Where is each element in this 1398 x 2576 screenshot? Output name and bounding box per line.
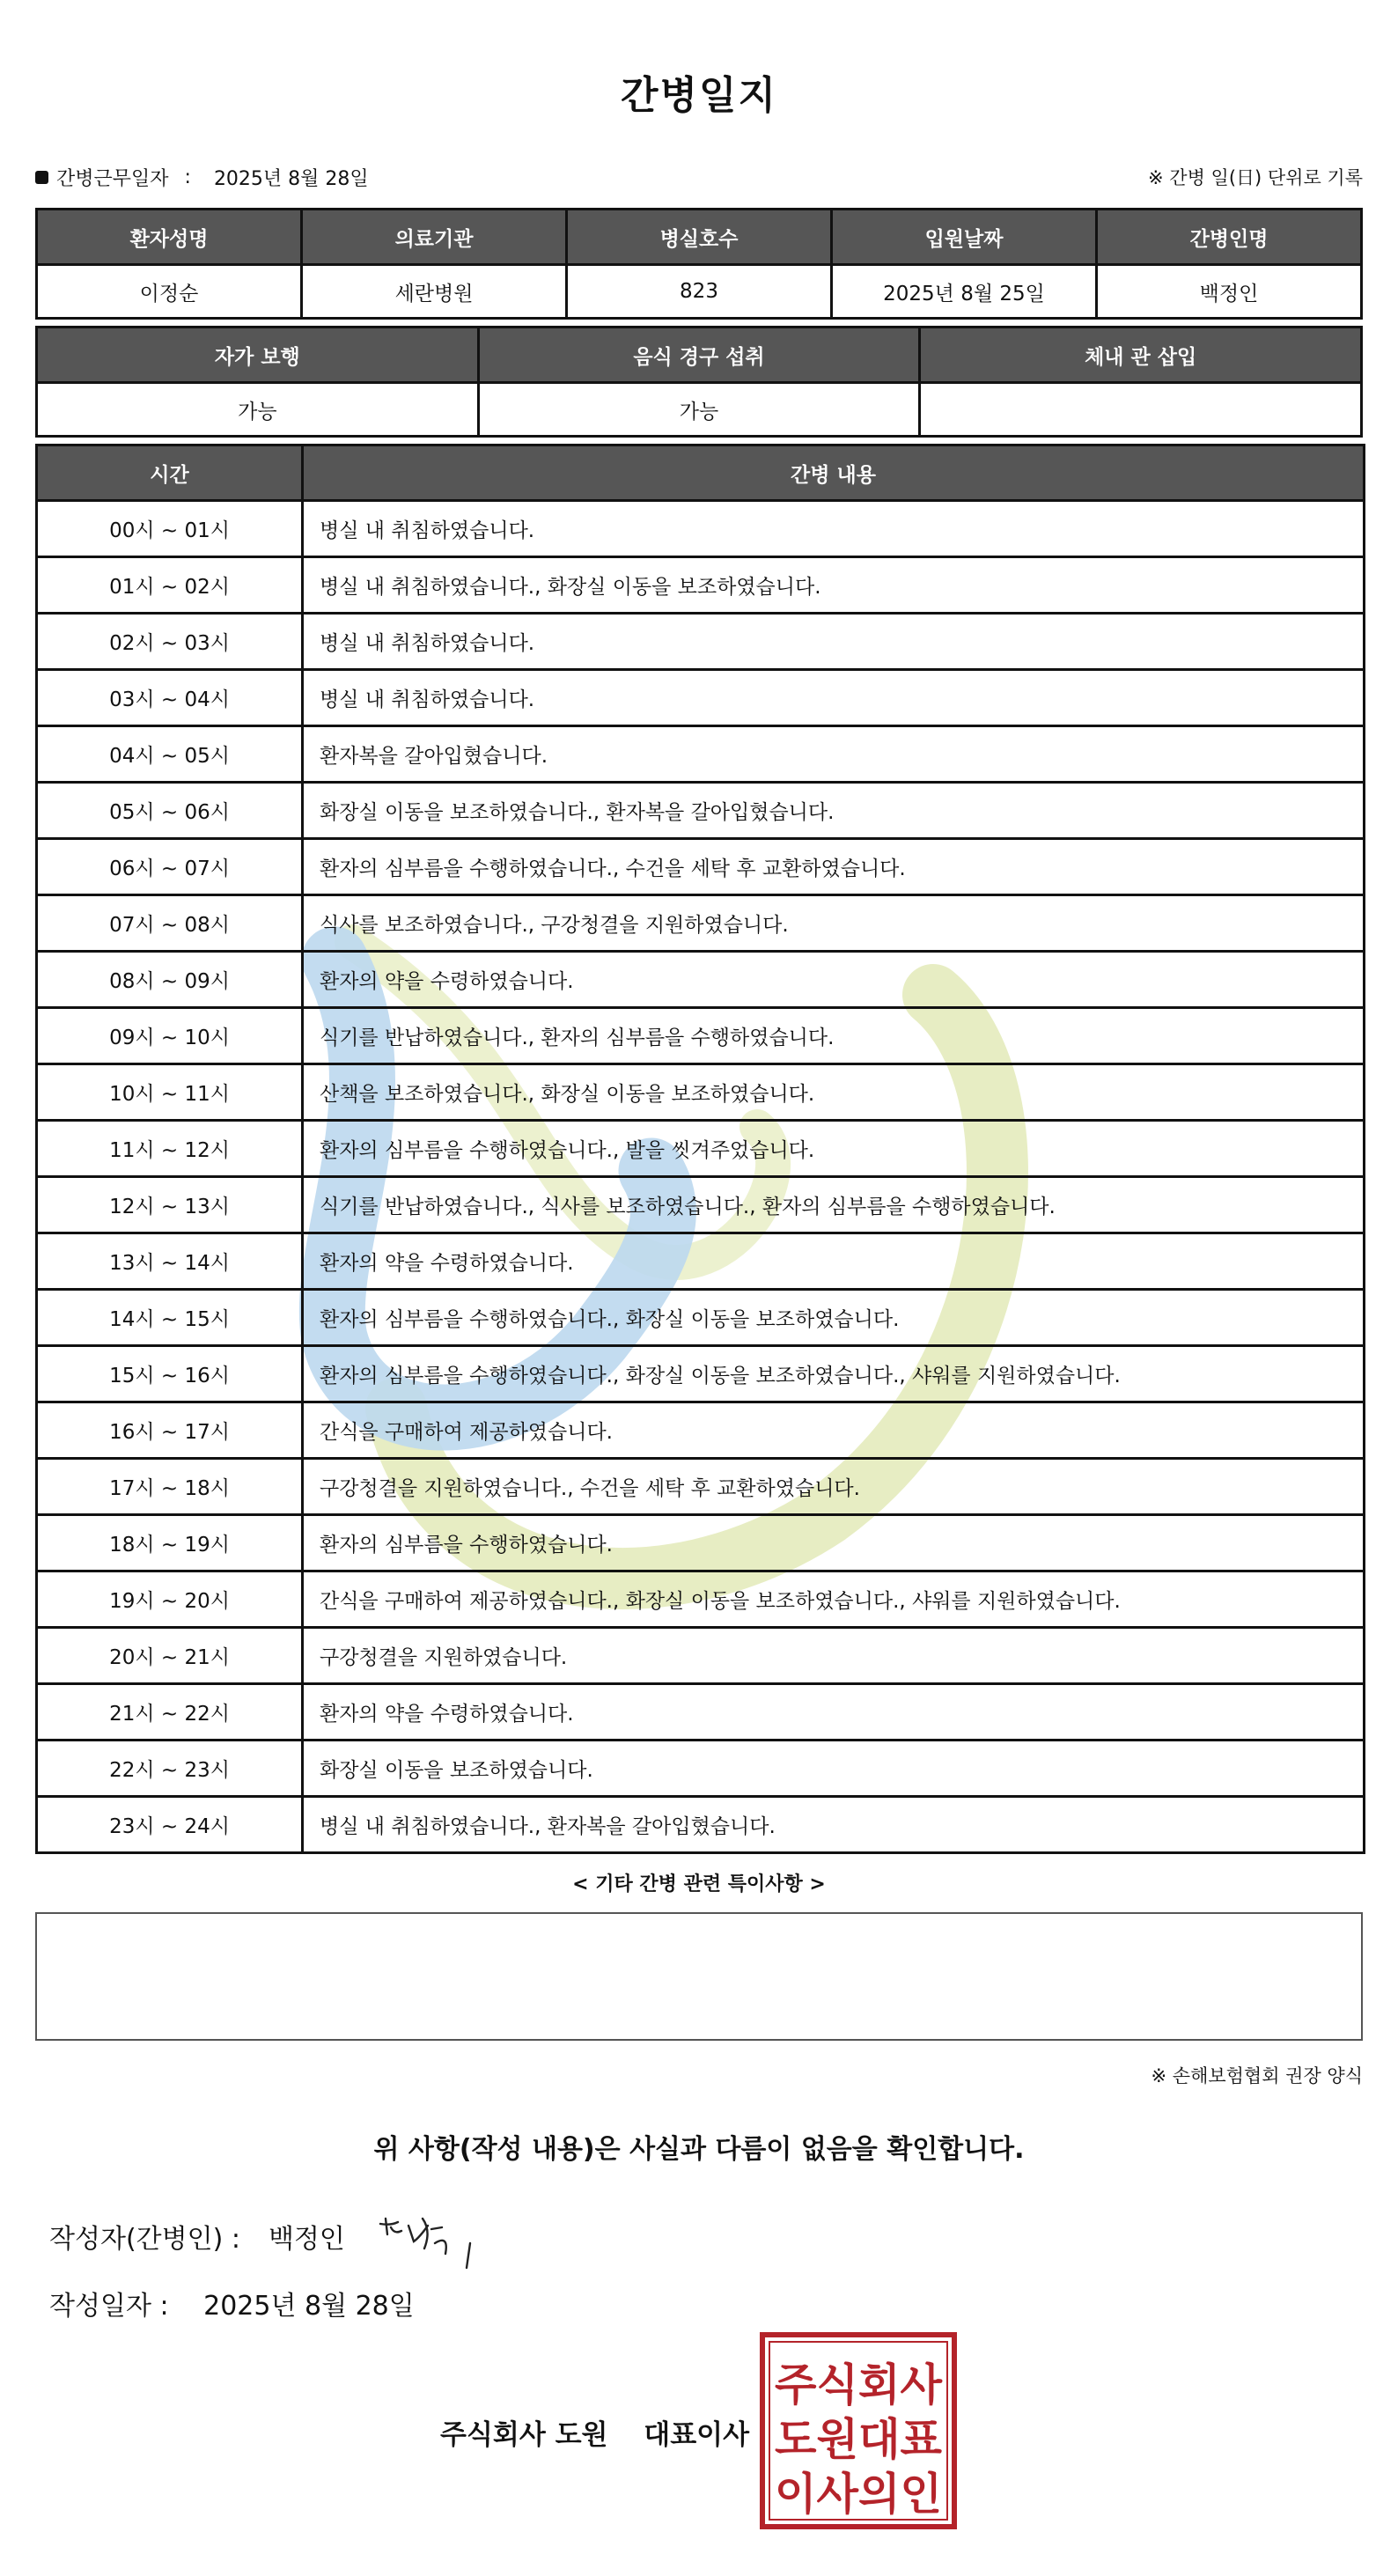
- log-content-cell: 병실 내 취침하였습니다.: [303, 501, 1365, 557]
- log-content-cell: 환자의 심부름을 수행하였습니다.: [303, 1515, 1365, 1571]
- patient-name: 이정순: [37, 265, 302, 319]
- notes-title: < 기타 간병 관련 특이사항 >: [572, 1873, 826, 1895]
- log-time-cell: 06시 ~ 07시: [37, 839, 303, 895]
- log-content-cell: 병실 내 취침하였습니다., 화장실 이동을 보조하였습니다.: [303, 557, 1365, 614]
- log-content-cell: 환자의 심부름을 수행하였습니다., 화장실 이동을 보조하였습니다.: [303, 1290, 1365, 1346]
- table-row: [37, 952, 1365, 1008]
- table-row: [37, 1684, 1365, 1741]
- header-patient-name: 환자성명: [37, 210, 302, 265]
- log-time-cell: 07시 ~ 08시: [37, 895, 303, 952]
- table-row: [37, 1064, 1365, 1121]
- hospital-name: 세란병원: [302, 265, 567, 319]
- header-room: 병실호수: [567, 210, 832, 265]
- log-content-cell: 구강청결을 지원하였습니다., 수건을 세탁 후 교환하였습니다.: [303, 1459, 1365, 1515]
- table-row: [37, 501, 1365, 557]
- log-content-cell: 식기를 반납하였습니다., 식사를 보조하였습니다., 환자의 심부름을 수행하였습니다.: [303, 1177, 1365, 1233]
- log-content-cell: 식기를 반납하였습니다., 환자의 심부름을 수행하였습니다.: [303, 1008, 1365, 1064]
- recommend-note: ※ 손해보험협회 권장 양식: [1151, 2065, 1363, 2087]
- log-content-cell: 병실 내 취침하였습니다.: [303, 670, 1365, 726]
- log-time-cell: 04시 ~ 05시: [37, 726, 303, 783]
- table-row: [37, 1741, 1365, 1797]
- table-row: [37, 1346, 1365, 1402]
- table-row: [37, 726, 1365, 783]
- log-content-cell: 화장실 이동을 보조하였습니다.: [303, 1741, 1365, 1797]
- table-row: [37, 1008, 1365, 1064]
- table-row: [37, 1402, 1365, 1459]
- table-row: [37, 1459, 1365, 1515]
- walking-value: 가능: [37, 383, 479, 437]
- header-walking: 자가 보행: [37, 328, 479, 383]
- log-time-cell: 15시 ~ 16시: [37, 1346, 303, 1402]
- handwritten-signature: [379, 2199, 511, 2270]
- log-time-cell: 11시 ~ 12시: [37, 1121, 303, 1177]
- patient-info-table: [35, 208, 1363, 320]
- table-row: [37, 557, 1365, 614]
- log-time-cell: 16시 ~ 17시: [37, 1402, 303, 1459]
- company-seal-stamp: [759, 2331, 958, 2530]
- log-time-cell: 08시 ~ 09시: [37, 952, 303, 1008]
- notes-box: [35, 1912, 1363, 2041]
- log-time-cell: 23시 ~ 24시: [37, 1797, 303, 1853]
- header-oral-intake: 음식 경구 섭취: [478, 328, 920, 383]
- log-time-cell: 00시 ~ 01시: [37, 501, 303, 557]
- header-time: 시간: [37, 445, 303, 501]
- log-content-cell: 환자의 약을 수령하였습니다.: [303, 952, 1365, 1008]
- log-time-cell: 18시 ~ 19시: [37, 1515, 303, 1571]
- log-time-cell: 12시 ~ 13시: [37, 1177, 303, 1233]
- log-content-cell: 화장실 이동을 보조하였습니다., 환자복을 갈아입혔습니다.: [303, 783, 1365, 839]
- log-content-cell: 환자복을 갈아입혔습니다.: [303, 726, 1365, 783]
- log-content-cell: 환자의 심부름을 수행하였습니다., 화장실 이동을 보조하였습니다., 샤워를 지원하였습니다.: [303, 1346, 1365, 1402]
- work-date-label: 간병근무일자: [56, 168, 169, 190]
- header-admission-date: 입원날짜: [832, 210, 1097, 265]
- admission-date: 2025년 8월 25일: [832, 265, 1097, 319]
- log-time-cell: 01시 ~ 02시: [37, 557, 303, 614]
- svg-text:도원대표: 도원대표: [775, 2414, 943, 2465]
- log-content-cell: 환자의 약을 수령하였습니다.: [303, 1233, 1365, 1290]
- svg-text:주식회사: 주식회사: [775, 2359, 943, 2410]
- log-time-cell: 22시 ~ 23시: [37, 1741, 303, 1797]
- table-row: [37, 670, 1365, 726]
- oral-intake-value: 가능: [478, 383, 920, 437]
- svg-text:이사의인: 이사의인: [775, 2469, 942, 2520]
- writer-row: [49, 2217, 345, 2256]
- log-time-cell: 20시 ~ 21시: [37, 1628, 303, 1684]
- log-content-cell: 간식을 구매하여 제공하였습니다., 화장실 이동을 보조하였습니다., 샤워를 지원하였습니다.: [303, 1571, 1365, 1628]
- writer-label: 작성자(간병인) :: [49, 2224, 240, 2255]
- tube-insertion-value: [920, 383, 1362, 437]
- log-content-cell: 환자의 심부름을 수행하였습니다., 수건을 세탁 후 교환하였습니다.: [303, 839, 1365, 895]
- log-time-cell: 14시 ~ 15시: [37, 1290, 303, 1346]
- write-date-row: [49, 2284, 415, 2322]
- table-row: [37, 895, 1365, 952]
- company-role: 대표이사: [644, 2419, 750, 2451]
- log-time-cell: 13시 ~ 14시: [37, 1233, 303, 1290]
- log-time-cell: 17시 ~ 18시: [37, 1459, 303, 1515]
- table-row: [37, 1290, 1365, 1346]
- log-content-cell: 환자의 약을 수령하였습니다.: [303, 1684, 1365, 1741]
- table-row: [37, 839, 1365, 895]
- log-time-cell: 03시 ~ 04시: [37, 670, 303, 726]
- confirm-statement: 위 사항(작성 내용)은 사실과 다름이 없음을 확인합니다.: [373, 2134, 1025, 2165]
- header-tube-insertion: 체내 관 삽입: [920, 328, 1362, 383]
- unit-note: ※ 간병 일(日) 단위로 기록: [1148, 167, 1363, 188]
- table-row: [37, 1233, 1365, 1290]
- log-time-cell: 05시 ~ 06시: [37, 783, 303, 839]
- table-row: [37, 1628, 1365, 1684]
- log-time-cell: 21시 ~ 22시: [37, 1684, 303, 1741]
- log-time-cell: 10시 ~ 11시: [37, 1064, 303, 1121]
- room-number: 823: [567, 265, 832, 319]
- caregiver-name: 백정인: [1097, 265, 1362, 319]
- status-info-table: [35, 326, 1363, 438]
- table-row: [37, 1797, 1365, 1853]
- header-hospital: 의료기관: [302, 210, 567, 265]
- page-title: 간병일지: [620, 73, 777, 118]
- log-content-cell: 구강청결을 지원하였습니다.: [303, 1628, 1365, 1684]
- table-row: [37, 614, 1365, 670]
- table-row: [37, 1571, 1365, 1628]
- log-content-cell: 병실 내 취침하였습니다.: [303, 614, 1365, 670]
- header-caregiver: 간병인명: [1097, 210, 1362, 265]
- table-row: [37, 1515, 1365, 1571]
- log-content-cell: 식사를 보조하였습니다., 구강청결을 지원하였습니다.: [303, 895, 1365, 952]
- company-signature-line: [440, 2412, 749, 2452]
- write-date-label: 작성일자 :: [49, 2291, 169, 2322]
- writer-name: 백정인: [268, 2224, 345, 2255]
- bullet-square-icon: [35, 171, 48, 184]
- log-content-cell: 간식을 구매하여 제공하였습니다.: [303, 1402, 1365, 1459]
- work-date-value: 2025년 8월 28일: [213, 168, 369, 190]
- log-content-cell: 산책을 보조하였습니다., 화장실 이동을 보조하였습니다.: [303, 1064, 1365, 1121]
- log-content-cell: 환자의 심부름을 수행하였습니다., 발을 씻겨주었습니다.: [303, 1121, 1365, 1177]
- care-log-table: [35, 444, 1365, 1854]
- write-date-value: 2025년 8월 28일: [203, 2291, 415, 2322]
- log-time-cell: 09시 ~ 10시: [37, 1008, 303, 1064]
- work-date-row: [35, 164, 1363, 195]
- header-care-content: 간병 내용: [303, 445, 1365, 501]
- log-content-cell: 병실 내 취침하였습니다., 환자복을 갈아입혔습니다.: [303, 1797, 1365, 1853]
- work-date-sep: :: [184, 166, 191, 188]
- log-time-cell: 19시 ~ 20시: [37, 1571, 303, 1628]
- log-time-cell: 02시 ~ 03시: [37, 614, 303, 670]
- table-row: [37, 1177, 1365, 1233]
- table-row: [37, 1121, 1365, 1177]
- table-row: [37, 783, 1365, 839]
- company-name: 주식회사 도원: [440, 2419, 608, 2451]
